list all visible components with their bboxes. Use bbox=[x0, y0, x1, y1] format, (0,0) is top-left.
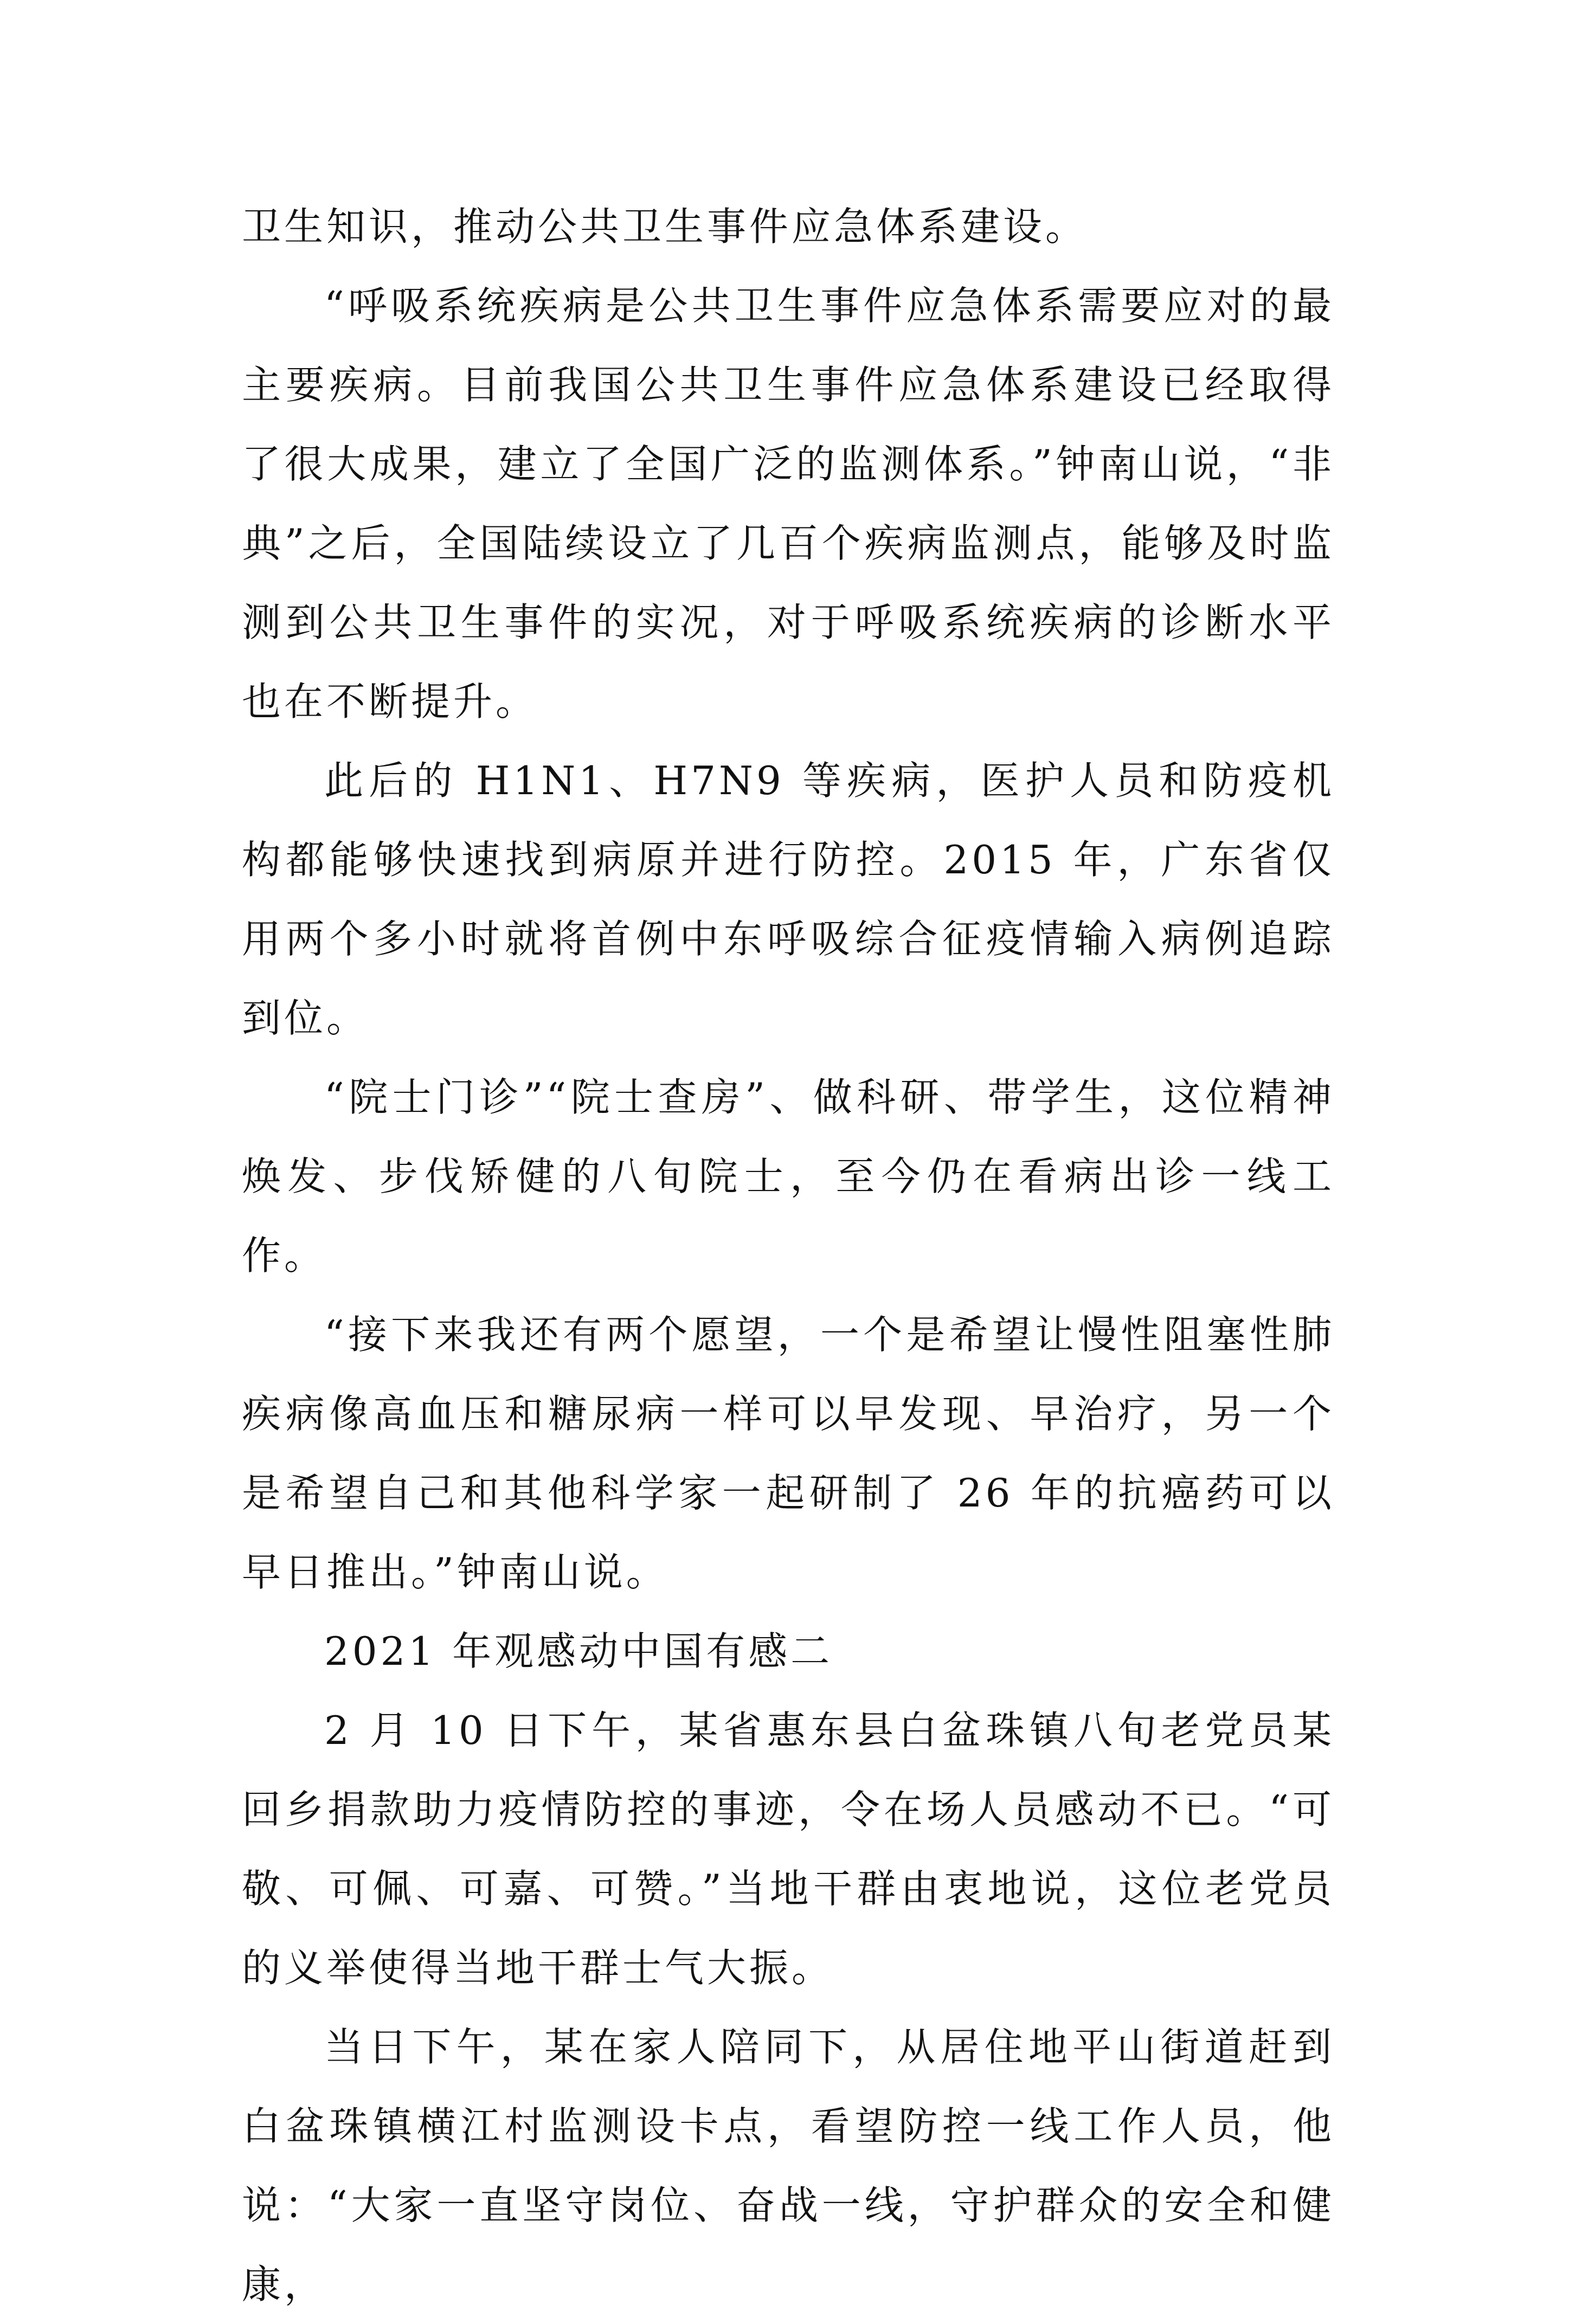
paragraph-2: “呼吸系统疾病是公共卫生事件应急体系需要应对的最主要疾病。目前我国公共卫生事件应急体系建设已经取得了很大成果，建立了全国广泛的监测体系。”钟南山说，“非典”之后，全国陆续设立了几百个疾病监测点，能够及时监测到公共卫生事件的实况，对于呼吸系统疾病的诊断水平也在不断提升。 bbox=[242, 283, 1335, 724]
paragraph-1: 卫生知识，推动公共卫生事件应急体系建设。 bbox=[242, 204, 1088, 249]
document-body bbox=[242, 187, 1335, 2324]
paragraph-3: 此后的 H1N1、H7N9 等疾病，医护人员和防疫机构都能够快速找到病原并进行防控。2015 年，广东省仅用两个多小时就将首例中东呼吸综合征疫情输入病例追踪到位。 bbox=[242, 758, 1335, 1041]
paragraph-4: “院士门诊”“院士查房”、做科研、带学生，这位精神焕发、步伐矫健的八旬院士，至今仍在看病出诊一线工作。 bbox=[242, 1074, 1335, 1278]
paragraph-5: “接下来我还有两个愿望，一个是希望让慢性阻塞性肺疾病像高血压和糖尿病一样可以早发现、早治疗，另一个是希望自己和其他科学家一起研制了 26 年的抗癌药可以早日推出。”钟南山说。 bbox=[242, 1312, 1335, 1595]
paragraph-6: 2 月 10 日下午，某省惠东县白盆珠镇八旬老党员某回乡捐款助力疫情防控的事迹，令在场人员感动不已。“可敬、可佩、可嘉、可赞。”当地干群由衷地说，这位老党员的义举使得当地干群士气大振。 bbox=[242, 1708, 1335, 1991]
paragraph-7: 当日下午，某在家人陪同下，从居住地平山街道赶到白盆珠镇横江村监测设卡点，看望防控一线工作人员，他说：“大家一直坚守岗位、奋战一线，守护群众的安全和健康， bbox=[242, 2024, 1335, 2307]
section-heading: 2021 年观感动中国有感二 bbox=[324, 1628, 833, 1674]
